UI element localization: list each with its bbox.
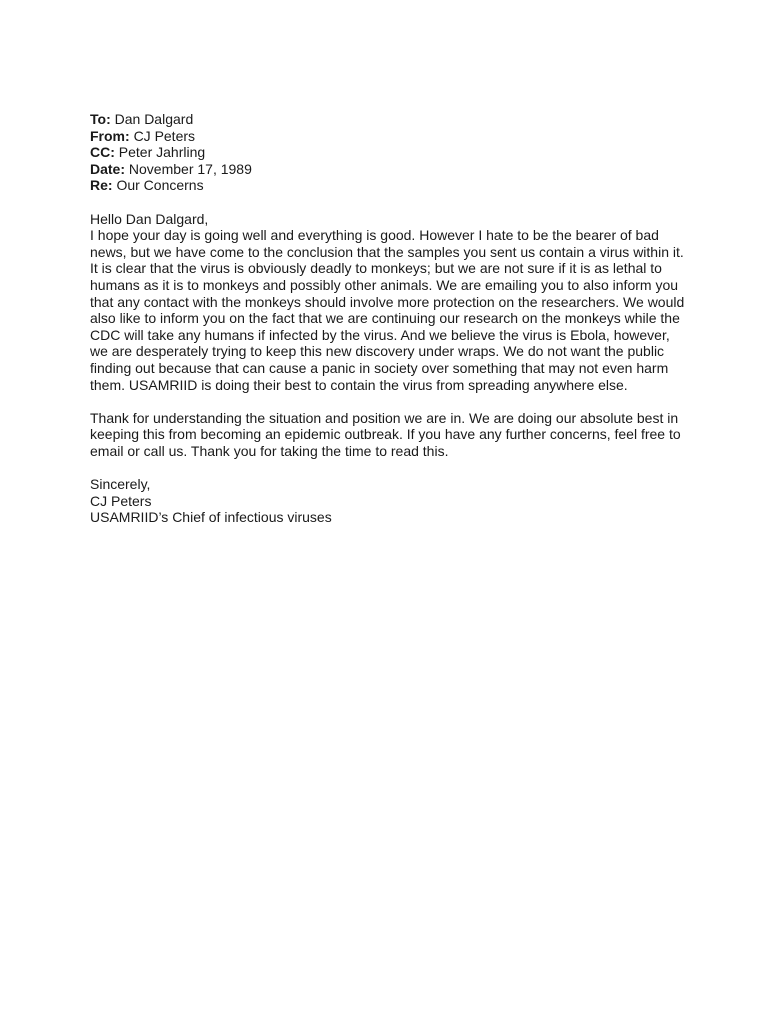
signer-name: CJ Peters bbox=[90, 492, 152, 509]
signer-title: USAMRIID’s Chief of infectious viruses bbox=[90, 509, 332, 526]
paragraph-1-line: It is clear that the virus is obviously deadly to monkeys; but we are not sure if it is as lethal to bbox=[90, 260, 662, 277]
closing-block bbox=[90, 476, 690, 526]
from-label: From: bbox=[90, 127, 130, 144]
paragraph-1-line: them. USAMRIID is doing their best to contain the virus from spreading anywhere else. bbox=[90, 376, 628, 393]
re-value: Our Concerns bbox=[116, 177, 204, 194]
body-paragraph-1 bbox=[90, 227, 690, 393]
paragraph-2-line: keeping this from becoming an epidemic outbreak. If you have any further concerns, feel free to bbox=[90, 426, 681, 443]
header-to bbox=[90, 111, 690, 128]
cc-value: Peter Jahrling bbox=[118, 144, 206, 161]
header-cc bbox=[90, 144, 690, 161]
to-value: Dan Dalgard bbox=[114, 111, 194, 127]
body-paragraph-2 bbox=[90, 410, 690, 460]
paragraph-1-line: news, but we have come to the conclusion that the samples you sent us contain a virus within it. bbox=[90, 243, 684, 260]
date-value: November 17, 1989 bbox=[128, 160, 252, 177]
paragraph-1-line: CDC will take any humans if infected by the virus. And we believe the virus is Ebola, however, bbox=[90, 326, 670, 343]
memo-content bbox=[90, 111, 690, 526]
paragraph-1-line: I hope your day is going well and everything is good. However I hate to be the bearer of bad bbox=[90, 227, 659, 244]
from-value: CJ Peters bbox=[133, 127, 196, 144]
date-label: Date: bbox=[90, 160, 126, 177]
paragraph-1-line: also like to inform you on the fact that we are continuing our research on the monkeys while the bbox=[90, 310, 680, 327]
to-label: To: bbox=[90, 111, 111, 127]
paragraph-1-line: humans as it is to monkeys and possibly other animals. We are emailing you to also inform you bbox=[90, 276, 679, 293]
header-re bbox=[90, 177, 690, 194]
greeting: Hello Dan Dalgard, bbox=[90, 210, 209, 227]
paragraph-1-line: finding out because that can cause a panic in society over something that may not even harm bbox=[90, 359, 669, 376]
paragraph-2-line: Thank for understanding the situation and position we are in. We are doing our absolute best in bbox=[90, 409, 679, 426]
re-label: Re: bbox=[90, 177, 113, 194]
memo-header bbox=[90, 111, 690, 194]
header-date bbox=[90, 161, 690, 178]
closing-salutation: Sincerely, bbox=[90, 476, 151, 493]
paragraph-2-line: email or call us. Thank you for taking the time to read this. bbox=[90, 442, 449, 459]
paragraph-1-line: we are desperately trying to keep this new discovery under wraps. We do not want the public bbox=[90, 343, 665, 360]
paragraph-1-line: that any contact with the monkeys should involve more protection on the researchers. We would bbox=[90, 293, 685, 310]
header-from bbox=[90, 128, 690, 145]
cc-label: CC: bbox=[90, 144, 115, 161]
